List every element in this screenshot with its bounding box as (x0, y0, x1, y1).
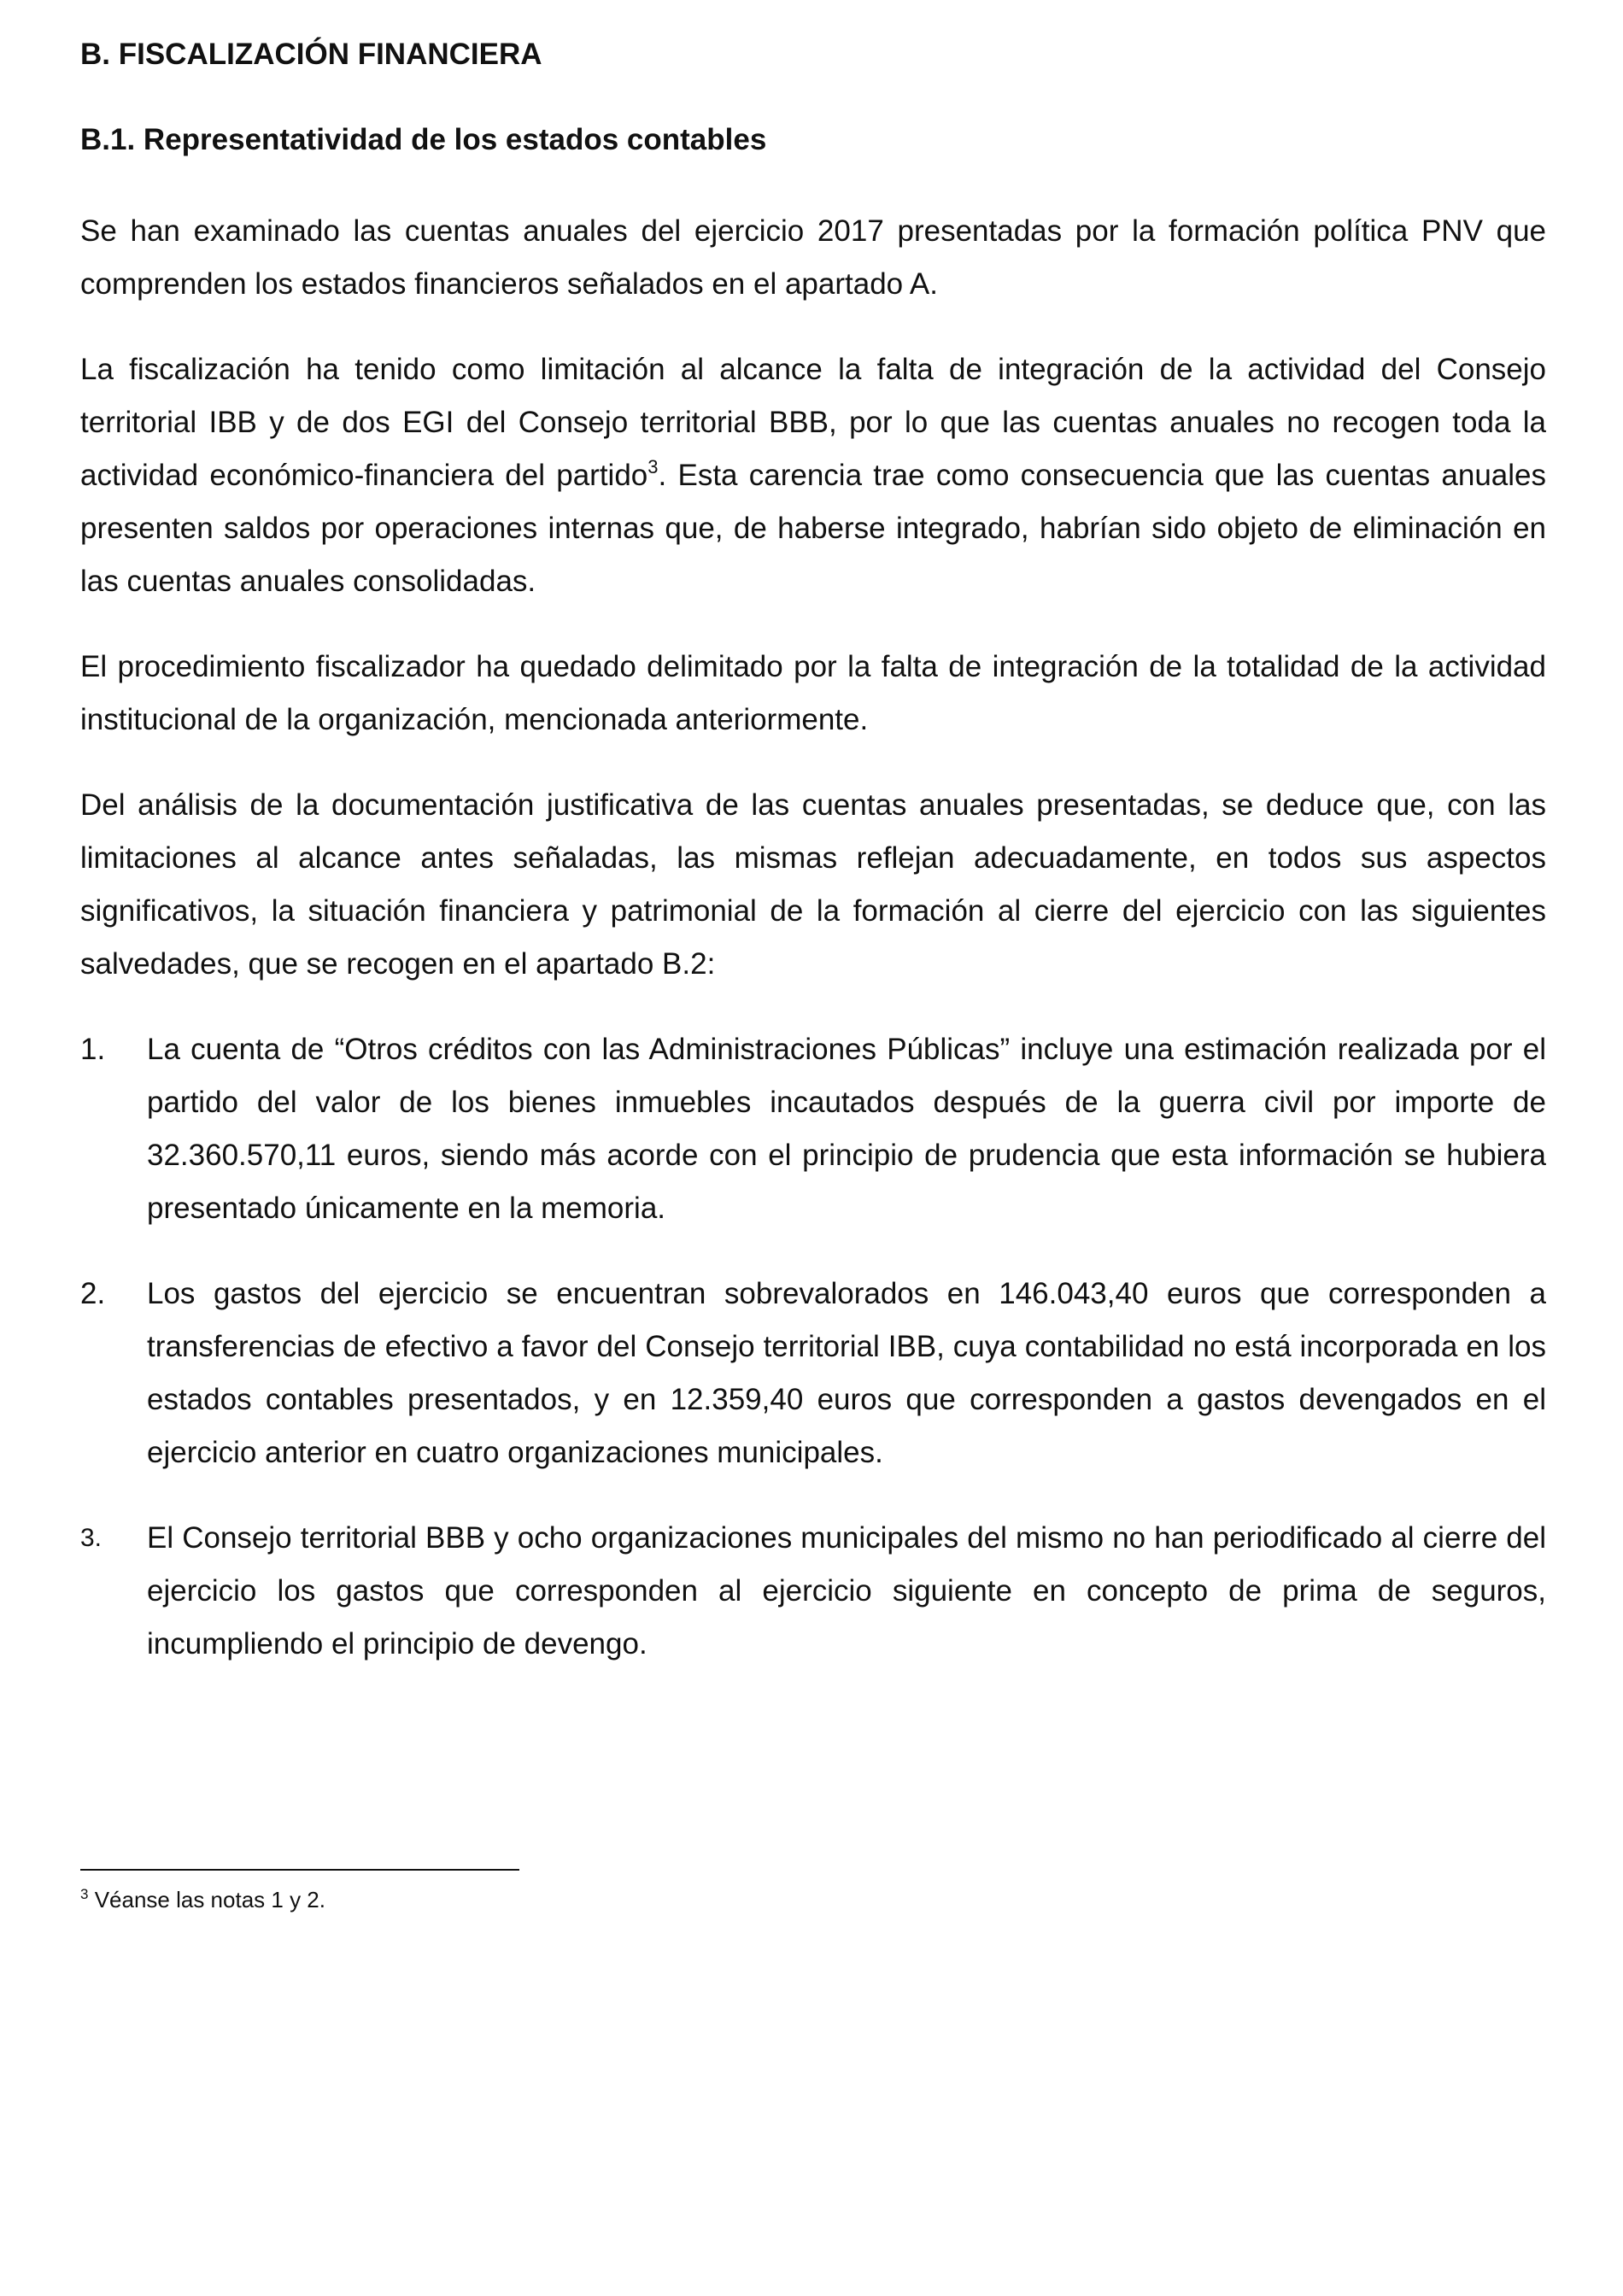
paragraph-3: El procedimiento fiscalizador ha quedado delimitado por la falta de integración de la totalidad de la actividad institucional de la organización, mencionada anteriormente. (80, 650, 1546, 736)
list-item-text: Los gastos del ejercicio se encuentran sobrevalorados en 146.043,40 euros que corresponden a transferencias de efectivo a favor del Consejo territorial IBB, cuya contabilidad no está incorporada en los estados contables presentados, y en 12.359,40 euros que corresponden a gastos devengados en el ejercicio anterior en cuatro organizaciones municipales. (147, 1277, 1546, 1469)
paragraph-2-part-1: La fiscalización ha tenido como limitación al alcance la falta de integración de la actividad del Consejo territorial IBB y de dos EGI del Consejo territorial BBB, por lo que las cuentas anuales no recogen toda la actividad económico-financiera del partido (80, 353, 1546, 492)
section-title: B. FISCALIZACIÓN FINANCIERA (80, 38, 542, 71)
list-item-number: 3. (80, 1524, 103, 1552)
footnote-text: Véanse las notas 1 y 2. (88, 1887, 325, 1912)
list-item (80, 1023, 1546, 1235)
list-item-number: 2. (80, 1277, 106, 1310)
qualifications-list (80, 1023, 1546, 1671)
paragraph-1: Se han examinado las cuentas anuales del ejercicio 2017 presentadas por la formación política PNV que comprenden los estados financieros señalados en el apartado A. (80, 214, 1546, 301)
paragraph-4: Del análisis de la documentación justificativa de las cuentas anuales presentadas, se deduce que, con las limitaciones al alcance antes señaladas, las mismas reflejan adecuadamente, en todos sus aspectos significativos, la situación financiera y patrimonial de la formación al cierre del ejercicio con las siguientes salvedades, que se recogen en el apartado B.2: (80, 788, 1546, 981)
paragraph-2 (80, 343, 1546, 608)
paragraph-2-part-2: . Esta carencia trae como consecuencia que las cuentas anuales presenten saldos por operaciones internas que, de haberse integrado, habrían sido objeto de eliminación en las cuentas anuales consolidadas. (80, 459, 1546, 598)
footnote (80, 1884, 325, 1915)
list-item (80, 1512, 1546, 1671)
footnote-reference[interactable]: 3 (647, 456, 659, 477)
document-page (80, 34, 1546, 1703)
footnote-divider (80, 1869, 519, 1871)
list-item-number: 1. (80, 1033, 106, 1066)
list-item-text: La cuenta de “Otros créditos con las Administraciones Públicas” incluye una estimación realizada por el partido del valor de los bienes inmuebles incautados después de la guerra civil por importe de 32.360.570,11 euros, siendo más acorde con el principio de prudencia que esta información se hubiera presentado únicamente en la memoria. (147, 1033, 1546, 1225)
list-item-text: El Consejo territorial BBB y ocho organizaciones municipales del mismo no han periodificado al cierre del ejercicio los gastos que corresponden al ejercicio siguiente en concepto de prima de seguros, incumpliendo el principio de devengo. (147, 1521, 1546, 1660)
footnote-marker: 3 (80, 1886, 89, 1902)
list-item (80, 1268, 1546, 1479)
subsection-title: B.1. Representatividad de los estados contables (80, 123, 767, 156)
